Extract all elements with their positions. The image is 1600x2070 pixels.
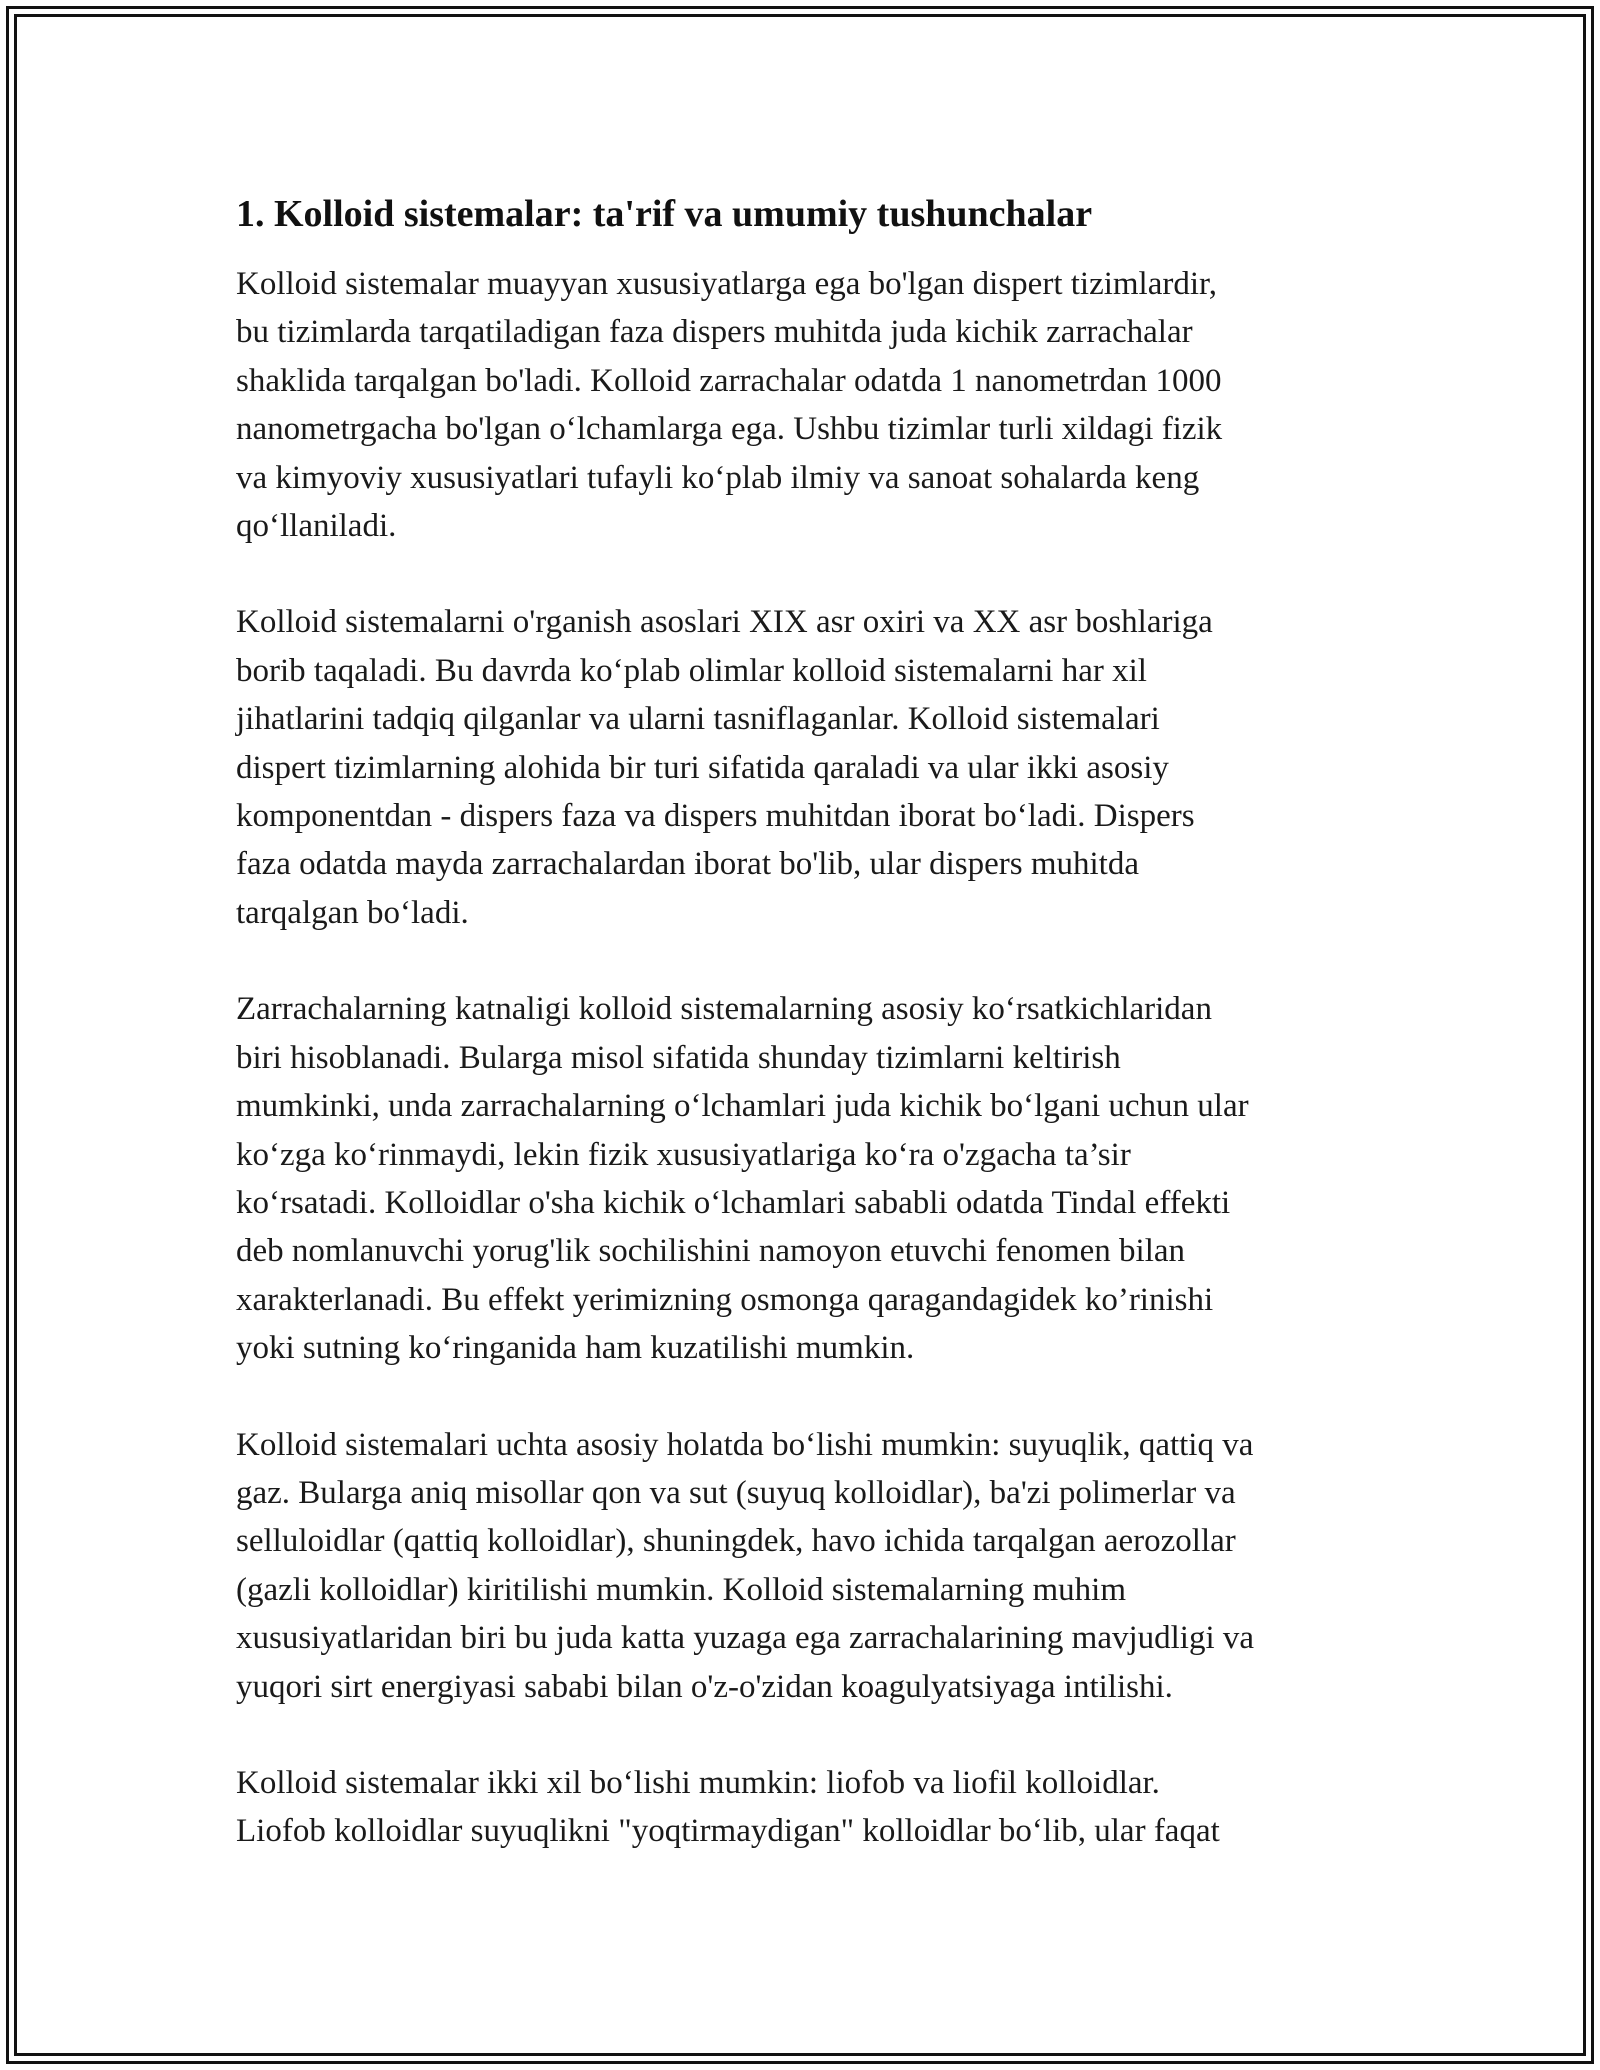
paragraph [236,1421,1376,1711]
text-line: shaklida tarqalgan bo'ladi. Kolloid zarrachalar odatda 1 nanometrdan 1000 [236,362,1222,399]
document-body [236,188,1376,1904]
text-line: (gazli kolloidlar) kiritilishi mumkin. Kolloid sistemalarning muhim [236,1571,1126,1608]
text-line: Zarrachalarning katnaligi kolloid sistemalarning asosiy ko‘rsatkichlaridan [236,991,1212,1028]
text-line: va kimyoviy xususiyatlari tufayli ko‘plab ilmiy va sanoat sohalarda keng [236,459,1200,496]
text-line: qo‘llaniladi. [236,508,397,545]
text-line: dispert tizimlarning alohida bir turi sifatida qaraladi va ular ikki asosiy [236,749,1169,786]
text-line: komponentdan - dispers faza va dispers muhitdan iborat bo‘ladi. Dispers [236,798,1195,835]
text-line: yoki sutning ko‘ringanida ham kuzatilishi mumkin. [236,1330,915,1367]
text-line: Kolloid sistemalari uchta asosiy holatda bo‘lishi mumkin: suyuqlik, qattiq va [236,1426,1254,1463]
paragraph [236,598,1376,937]
text-line: jihatlarini tadqiq qilganlar va ularni tasniflaganlar. Kolloid sistemalari [236,701,1160,738]
text-line: Kolloid sistemalarni o'rganish asoslari XIX asr oxiri va XX asr boshlariga [236,604,1213,641]
text-line: xususiyatlaridan biri bu juda katta yuzaga ega zarrachalarining mavjudligi va [236,1620,1255,1657]
text-line: gaz. Bularga aniq misollar qon va sut (suyuq kolloidlar), ba'zi polimerlar va [236,1474,1236,1511]
text-line: Liofob kolloidlar suyuqlikni "yoqtirmaydigan" kolloidlar bo‘lib, ular faqat [236,1813,1220,1850]
text-line: deb nomlanuvchi yorug'lik sochilishini namoyon etuvchi fenomen bilan [236,1233,1186,1270]
text-line: ko‘zga ko‘rinmaydi, lekin fizik xususiyatlariga ko‘ra o'zgacha ta’sir [236,1136,1131,1173]
paragraph [236,260,1376,550]
text-line: faza odatda mayda zarrachalardan iborat bo'lib, ular dispers muhitda [236,846,1139,883]
section-heading: 1. Kolloid sistemalar: ta'rif va umumiy tushunchalar [236,193,1093,235]
text-line: borib taqaladi. Bu davrda ko‘plab olimlar kolloid sistemalarni har xil [236,652,1147,689]
text-line: xarakterlanadi. Bu effekt yerimizning osmonga qaragandagidek ko’rinishi [236,1281,1214,1318]
text-line: bu tizimlarda tarqatiladigan faza dispers muhitda juda kichik zarrachalar [236,314,1193,351]
text-line: selluloidlar (qattiq kolloidlar), shuningdek, havo ichida tarqalgan aerozollar [236,1523,1236,1560]
text-line: nanometrgacha bo'lgan o‘lchamlarga ega. Ushbu tizimlar turli xildagi fizik [236,411,1223,448]
paragraph [236,985,1376,1372]
text-line: Kolloid sistemalar muayyan xususiyatlarga ega bo'lgan dispert tizimlardir, [236,266,1217,302]
paragraph [236,1759,1376,1856]
text-line: ko‘rsatadi. Kolloidlar o'sha kichik o‘lchamlari sababli odatda Tindal effekti [236,1184,1231,1221]
text-line: biri hisoblanadi. Bularga misol sifatida shunday tizimlarni keltirish [236,1039,1121,1076]
text-line: mumkinki, unda zarrachalarning o‘lchamlari juda kichik bo‘lgani uchun ular [236,1088,1249,1125]
text-line: tarqalgan bo‘ladi. [236,894,469,931]
text-line: yuqori sirt energiyasi sababi bilan o'z-o'zidan koagulyatsiyaga intilishi. [236,1668,1173,1705]
text-line: Kolloid sistemalar ikki xil bo‘lishi mumkin: liofob va liofil kolloidlar. [236,1764,1160,1801]
